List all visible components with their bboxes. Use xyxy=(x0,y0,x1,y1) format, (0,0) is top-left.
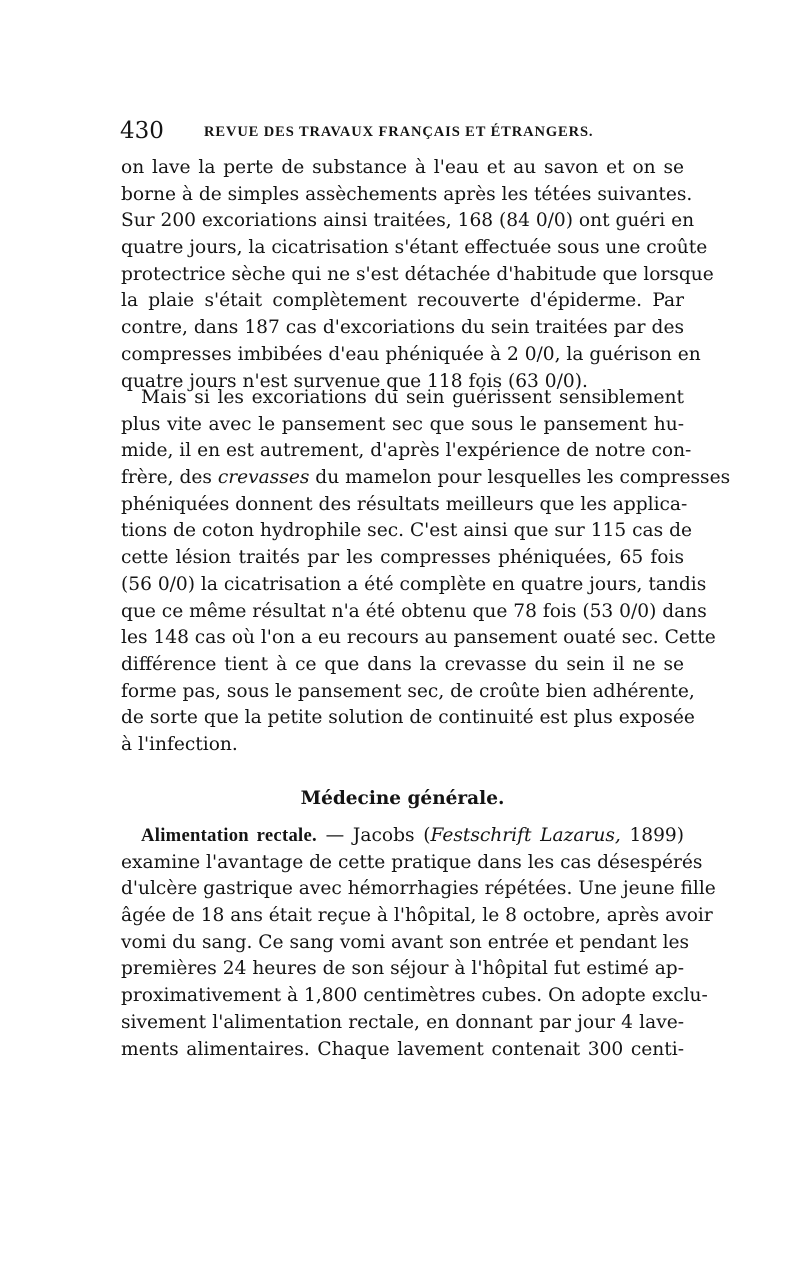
text-line: Mais si les excoriations du sein guérissent sensiblement xyxy=(141,387,684,408)
running-head xyxy=(120,116,640,146)
paragraph-2 xyxy=(121,385,731,759)
text-line: vomi du sang. Ce sang vomi avant son entrée et pendant les xyxy=(121,931,690,953)
text-fragment: — Jacobs ( xyxy=(317,825,431,846)
page-number: 430 xyxy=(120,118,164,144)
text-fragment: 1899) xyxy=(620,825,685,846)
text-line: à l'infection. xyxy=(121,733,238,755)
text-line: âgée de 18 ans était reçue à l'hôpital, le 8 octobre, après avoir xyxy=(121,905,713,927)
text-line: proximativement à 1,800 centimètres cubes. On adopte exclu- xyxy=(121,985,708,1007)
text-line: phéniquées donnent des résultats meilleurs que les applica- xyxy=(121,493,688,515)
text-line: plus vite avec le pansement sec que sous le pansement hu- xyxy=(121,413,684,435)
text-line: on lave la perte de substance à l'eau et au savon et on se xyxy=(121,157,684,178)
text-fragment: du mamelon pour lesquelles les compresses xyxy=(309,467,731,489)
text-line: mide, il en est autrement, d'après l'expérience de notre con- xyxy=(121,440,692,462)
text-line: tions de coton hydrophile sec. C'est ainsi que sur 115 cas de xyxy=(121,520,692,542)
text-line: sivement l'alimentation rectale, en donnant par jour 4 lave- xyxy=(121,1011,684,1033)
citation-title: Festschrift Lazarus, xyxy=(430,825,621,846)
text-line: les 148 cas où l'on a eu recours au pansement ouaté sec. Cette xyxy=(121,627,716,649)
text-line: contre, dans 187 cas d'excoriations du sein traitées par des xyxy=(121,317,684,339)
text-line: que ce même résultat n'a été obtenu que 78 fois (53 0/0) dans xyxy=(121,600,707,622)
text-line: différence tient à ce que dans la crevasse du sein il ne se xyxy=(121,653,684,675)
paragraph-lead-in: Alimentation rectale. xyxy=(141,825,318,846)
text-line: ments alimentaires. Chaque lavement contenait 300 centi- xyxy=(121,1038,684,1060)
paragraph-3 xyxy=(121,823,716,1063)
text-line: examine l'avantage de cette pratique dans les cas désespérés xyxy=(121,851,703,873)
text-line-with-emphasis xyxy=(121,465,731,492)
text-line: quatre jours n'est survenue que 118 fois (63 0/0). xyxy=(121,370,588,392)
text-line: borne à de simples assèchements après les tétées suivantes. xyxy=(121,183,693,205)
section-heading: Médecine générale. xyxy=(300,788,505,809)
text-line: forme pas, sous le pansement sec, de croûte bien adhérente, xyxy=(121,680,695,702)
paragraph-1 xyxy=(121,155,714,395)
text-line: compresses imbibées d'eau phéniquée à 2 0/0, la guérison en xyxy=(121,343,701,365)
text-line: protectrice sèche qui ne s'est détachée d'habitude que lorsque xyxy=(121,263,714,285)
text-line-with-lead-in xyxy=(121,823,684,850)
text-line: la plaie s'était complètement recouverte d'épiderme. Par xyxy=(121,290,684,312)
text-line: (56 0/0) la cicatrisation a été complète en quatre jours, tandis xyxy=(121,573,707,595)
text-line: de sorte que la petite solution de continuité est plus exposée xyxy=(121,707,695,729)
text-line: cette lésion traités par les compresses phéniquées, 65 fois xyxy=(121,547,684,569)
text-line: Sur 200 excoriations ainsi traitées, 168 (84 0/0) ont guéri en xyxy=(121,210,695,232)
text-line: premières 24 heures de son séjour à l'hôpital fut estimé ap- xyxy=(121,958,684,980)
text-line: quatre jours, la cicatrisation s'étant effectuée sous une croûte xyxy=(121,237,708,259)
running-title: REVUE DES TRAVAUX FRANÇAIS ET ÉTRANGERS. xyxy=(204,124,594,140)
text-line: d'ulcère gastrique avec hémorrhagies répétées. Une jeune fille xyxy=(121,878,716,900)
emphasis-crevasses: crevasses xyxy=(217,467,310,489)
text-fragment: frère, des xyxy=(121,467,218,489)
